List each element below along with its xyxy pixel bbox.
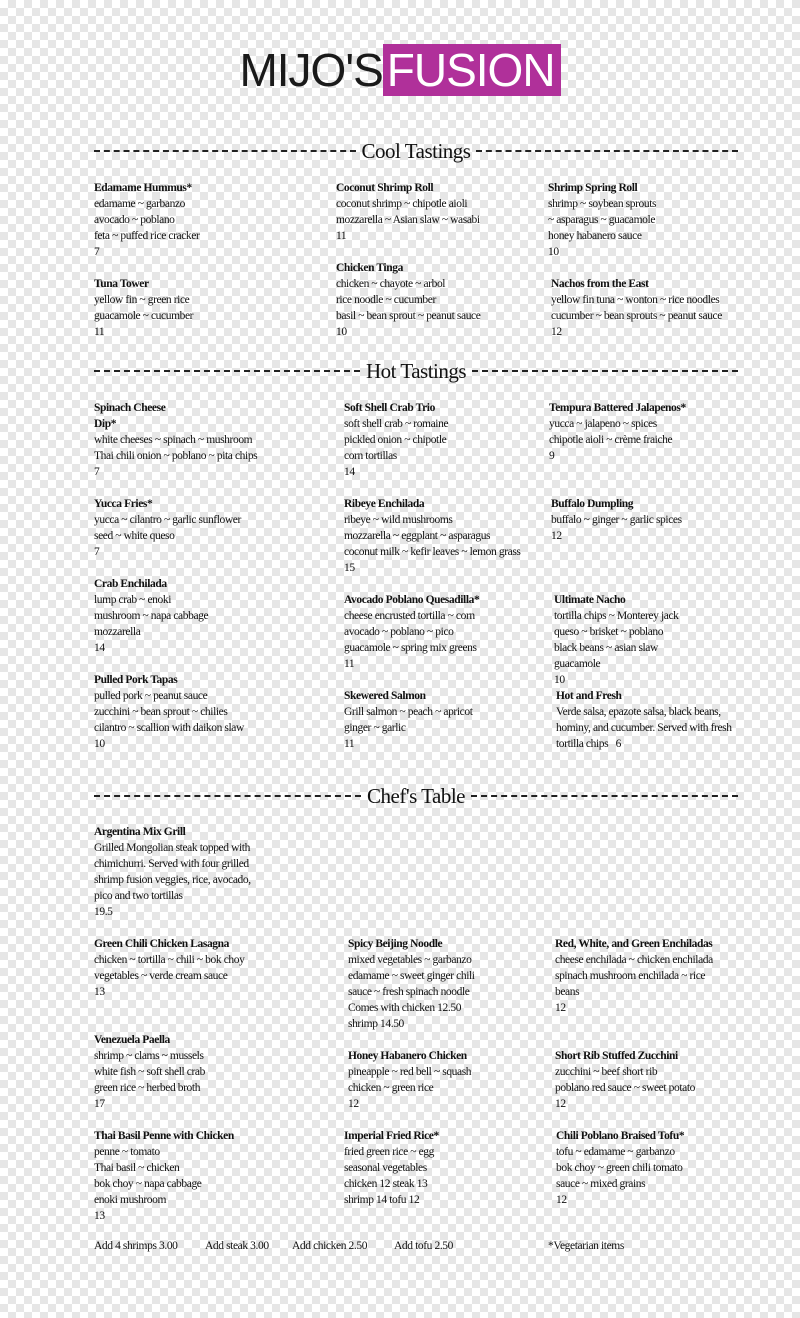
- menu-item: [551, 276, 741, 340]
- menu-item-description: feta ~ puffed rice cracker: [94, 230, 200, 242]
- footer-vegetarian-note: *Vegetarian items: [548, 1240, 624, 1252]
- menu-item-description: beans: [555, 986, 580, 998]
- menu-item-description: basil ~ bean sprout ~ peanut sauce: [336, 310, 481, 322]
- menu-item-description: white fish ~ soft shell crab: [94, 1066, 205, 1078]
- menu-item: [336, 180, 526, 244]
- menu-item-description: vegetables ~ verde cream sauce: [94, 970, 228, 982]
- section-header-chef: [94, 781, 738, 811]
- section-header-hot: [94, 356, 738, 386]
- menu-item-description: spinach mushroom enchilada ~ rice: [555, 970, 706, 982]
- menu-item-price: 10: [336, 326, 347, 338]
- menu-item-description: shrimp 14.50: [348, 1018, 404, 1030]
- menu-item: [556, 1128, 746, 1208]
- menu-item-description: Grilled Mongolian steak topped with chimichurri. Served with four grilled shrimp fusion veggies, rice, avocado, pico and two tortillas: [94, 842, 251, 902]
- menu-item-description: cheese encrusted tortilla ~ corn: [344, 610, 475, 622]
- footer-add-tofu: Add tofu 2.50: [394, 1240, 454, 1252]
- menu-item-price: 11: [94, 326, 105, 338]
- menu-item-description: bok choy ~ green chili tomato: [556, 1162, 683, 1174]
- menu-item-name: Chicken Tinga: [336, 262, 403, 274]
- menu-item-price: 13: [94, 986, 105, 998]
- menu-item-description: mushroom ~ napa cabbage: [94, 610, 209, 622]
- menu-item-name: Coconut Shrimp Roll: [336, 182, 434, 194]
- menu-item-description: black beans ~ asian slaw: [554, 642, 658, 654]
- menu-item-description: zucchini ~ bean sprout ~ chilies: [94, 706, 228, 718]
- menu-item-description: Thai basil ~ chicken: [94, 1162, 180, 1174]
- menu-item-description: ~ asparagus ~ guacamole: [548, 214, 656, 226]
- menu-item-price: 12: [556, 1194, 567, 1206]
- menu-item-description: avocado ~ poblano ~ pico: [344, 626, 454, 638]
- menu-item-price: 15: [344, 562, 355, 574]
- menu-item: [348, 1048, 538, 1112]
- menu-item-description: yellow fin tuna ~ wonton ~ rice noodles: [551, 294, 720, 306]
- menu-item-price: 12: [555, 1098, 566, 1110]
- menu-item-price: 10: [548, 246, 559, 258]
- menu-item: [344, 1128, 534, 1208]
- menu-item: [344, 592, 534, 672]
- menu-item-name: Avocado Poblano Quesadilla*: [344, 594, 480, 606]
- menu-item-description: ribeye ~ wild mushrooms: [344, 514, 453, 526]
- dashed-rule: [94, 150, 356, 152]
- brand-name-part1: MIJO'S: [239, 44, 383, 96]
- menu-item-name: Skewered Salmon: [344, 690, 426, 702]
- dashed-rule: [472, 370, 738, 372]
- section-title: Chef's Table: [367, 783, 465, 808]
- menu-item-name: Venezuela Paella: [94, 1034, 170, 1046]
- menu-item-price: 12: [555, 1002, 566, 1014]
- menu-item-price: 7: [94, 466, 100, 478]
- menu-item-description: yucca ~ jalapeno ~ spices: [549, 418, 657, 430]
- menu-item-name: Honey Habanero Chicken: [348, 1050, 467, 1062]
- menu-item-price: 12: [551, 530, 562, 542]
- menu-item-description: Comes with chicken 12.50: [348, 1002, 462, 1014]
- menu-item-price: 11: [336, 230, 347, 242]
- menu-item: [94, 576, 324, 656]
- menu-item-description: cheese enchilada ~ chicken enchilada: [555, 954, 713, 966]
- menu-item-description: edamame ~ sweet ginger chili: [348, 970, 475, 982]
- menu-item-description: Grill salmon ~ peach ~ apricot: [344, 706, 473, 718]
- menu-item-name: Spicy Beijing Noodle: [348, 938, 443, 950]
- menu-item-description: Thai chili onion ~ poblano ~ pita chips: [94, 450, 258, 462]
- menu-item-name: Tempura Battered Jalapenos*: [549, 402, 686, 414]
- menu-item-price: 10: [94, 738, 105, 750]
- menu-item-description: fried green rice ~ egg: [344, 1146, 435, 1158]
- menu-item-description: coconut milk ~ kefir leaves ~ lemon grass: [344, 546, 521, 558]
- menu-item-description: mixed vegetables ~ garbanzo: [348, 954, 472, 966]
- menu-item-description: white cheeses ~ spinach ~ mushroom: [94, 434, 253, 446]
- menu-item-name: Tuna Tower: [94, 278, 149, 290]
- dashed-rule: [94, 795, 361, 797]
- brand-logo: [0, 44, 800, 96]
- menu-item-name: Imperial Fried Rice*: [344, 1130, 439, 1142]
- menu-item-description: chicken ~ chayote ~ arbol: [336, 278, 446, 290]
- menu-item-description: corn tortillas: [344, 450, 397, 462]
- menu-item: [94, 180, 324, 260]
- menu-item-name: Hot and Fresh: [556, 690, 622, 702]
- section-header-cool: [94, 136, 738, 166]
- menu-item: [551, 496, 741, 544]
- menu-item-description: chipotle aioli ~ crème fraiche: [549, 434, 673, 446]
- menu-item: [94, 672, 324, 752]
- menu-item-price: 11: [344, 738, 355, 750]
- menu-item: [344, 496, 534, 576]
- menu-item-description: chicken ~ tortilla ~ chili ~ bok choy: [94, 954, 245, 966]
- menu-item-price: 14: [344, 466, 355, 478]
- menu-item-description: green rice ~ herbed broth: [94, 1082, 201, 1094]
- menu-item: [348, 936, 538, 1032]
- dashed-rule: [471, 795, 738, 797]
- menu-item-description: edamame ~ garbanzo: [94, 198, 185, 210]
- menu-item-name: Ultimate Nacho: [554, 594, 626, 606]
- menu-item-description: guacamole ~ cucumber: [94, 310, 194, 322]
- menu-item-description: seed ~ white queso: [94, 530, 175, 542]
- menu-item: [344, 688, 534, 752]
- menu-item-description: sauce ~ fresh spinach noodle: [348, 986, 470, 998]
- menu-item-name: Red, White, and Green Enchiladas: [555, 938, 713, 950]
- menu-item-description: enoki mushroom: [94, 1194, 167, 1206]
- menu-item: [94, 824, 264, 920]
- menu-item-description: penne ~ tomato: [94, 1146, 160, 1158]
- section-title: Hot Tastings: [365, 358, 467, 383]
- menu-item-description: tofu ~ edamame ~ garbanzo: [556, 1146, 675, 1158]
- menu-item-name: Pulled Pork Tapas: [94, 674, 178, 686]
- menu-item-name: Yucca Fries*: [94, 498, 153, 510]
- menu-item-description: zucchini ~ beef short rib: [555, 1066, 658, 1078]
- menu-item: [94, 1032, 324, 1112]
- footer-add-steak: Add steak 3.00: [205, 1240, 269, 1252]
- menu-item-price: 17: [94, 1098, 105, 1110]
- menu-item-name: Short Rib Stuffed Zucchini: [555, 1050, 678, 1062]
- menu-item: [94, 276, 324, 340]
- menu-item-description: Verde salsa, epazote salsa, black beans, hominy, and cucumber. Served with fresh tortilla chips 6: [556, 706, 732, 750]
- menu-item: [94, 400, 258, 480]
- menu-item-description: mozzarella ~ eggplant ~ asparagus: [344, 530, 491, 542]
- menu-item-description: pulled pork ~ peanut sauce: [94, 690, 208, 702]
- menu-item-description: pineapple ~ red bell ~ squash: [348, 1066, 472, 1078]
- footer-add-shrimps: Add 4 shrimps 3.00: [94, 1240, 178, 1252]
- menu-item: [555, 1048, 745, 1112]
- brand-name-part2: FUSION: [383, 44, 561, 96]
- menu-item-price: 12: [551, 326, 562, 338]
- menu-item-description: shrimp ~ soybean sprouts: [548, 198, 657, 210]
- menu-item: [555, 936, 740, 1016]
- dashed-rule: [94, 370, 360, 372]
- menu-item: [94, 1128, 324, 1224]
- menu-item-description: cucumber ~ bean sprouts ~ peanut sauce: [551, 310, 722, 322]
- menu-item-description: poblano red sauce ~ sweet potato: [555, 1082, 695, 1094]
- menu-item-description: yellow fin ~ green rice: [94, 294, 190, 306]
- menu-item-description: mozzarella: [94, 626, 141, 638]
- menu-item-description: guacamole ~ spring mix greens: [344, 642, 477, 654]
- menu-item-description: pickled onion ~ chipotle: [344, 434, 447, 446]
- menu-item: [344, 400, 534, 480]
- menu-item-name: Argentina Mix Grill: [94, 826, 186, 838]
- menu-item-price: 6: [608, 738, 621, 750]
- menu-item-name: Chili Poblano Braised Tofu*: [556, 1130, 685, 1142]
- menu-item-description: shrimp 14 tofu 12: [344, 1194, 420, 1206]
- menu-item-description: soft shell crab ~ romaine: [344, 418, 449, 430]
- menu-item-name: Spinach Cheese Dip*: [94, 402, 166, 430]
- menu-item-description: lump crab ~ enoki: [94, 594, 172, 606]
- menu-item-name: Nachos from the East: [551, 278, 649, 290]
- menu-item-description: yucca ~ cilantro ~ garlic sunflower: [94, 514, 241, 526]
- menu-item-name: Edamame Hummus*: [94, 182, 192, 194]
- menu-item-description: guacamole: [554, 658, 601, 670]
- menu-item: [554, 592, 744, 688]
- menu-item-price: 7: [94, 246, 100, 258]
- section-title: Cool Tastings: [361, 138, 471, 163]
- menu-item-price: 12: [348, 1098, 359, 1110]
- menu-item-description: rice noodle ~ cucumber: [336, 294, 436, 306]
- menu-item-name: Thai Basil Penne with Chicken: [94, 1130, 234, 1142]
- menu-item-price: 13: [94, 1210, 105, 1222]
- menu-item-description: queso ~ brisket ~ poblano: [554, 626, 664, 638]
- menu-item-description: cilantro ~ scallion with daikon slaw: [94, 722, 244, 734]
- menu-item: [548, 180, 738, 260]
- menu-item-name: Soft Shell Crab Trio: [344, 402, 435, 414]
- menu-item-price: 11: [344, 658, 355, 670]
- menu-item-price: 19.5: [94, 906, 113, 918]
- menu-item-name: Ribeye Enchilada: [344, 498, 425, 510]
- menu-item-price: 9: [549, 450, 555, 462]
- menu-item-description: buffalo ~ ginger ~ garlic spices: [551, 514, 682, 526]
- menu-item-description: tortilla chips ~ Monterey jack: [554, 610, 679, 622]
- menu-item-description: chicken ~ green rice: [348, 1082, 434, 1094]
- menu-item-name: Shrimp Spring Roll: [548, 182, 638, 194]
- menu-item: [556, 688, 741, 752]
- footer-add-chicken: Add chicken 2.50: [292, 1240, 368, 1252]
- menu-item-description: chicken 12 steak 13: [344, 1178, 428, 1190]
- menu-item-description: bok choy ~ napa cabbage: [94, 1178, 202, 1190]
- menu-item-price: 14: [94, 642, 105, 654]
- dashed-rule: [476, 150, 738, 152]
- menu-item-name: Green Chili Chicken Lasagna: [94, 938, 229, 950]
- menu-item-name: Buffalo Dumpling: [551, 498, 634, 510]
- menu-item-description: avocado ~ poblano: [94, 214, 175, 226]
- menu-item-description: shrimp ~ clams ~ mussels: [94, 1050, 204, 1062]
- menu-item-price: 7: [94, 546, 100, 558]
- menu-item-description: mozzarella ~ Asian slaw ~ wasabi: [336, 214, 480, 226]
- menu-item-description: coconut shrimp ~ chipotle aioli: [336, 198, 468, 210]
- menu-item-description: ginger ~ garlic: [344, 722, 406, 734]
- menu-item-description: sauce ~ mixed grains: [556, 1178, 646, 1190]
- menu-item-price: 10: [554, 674, 565, 686]
- menu-item-description: honey habanero sauce: [548, 230, 642, 242]
- menu-item: [549, 400, 739, 464]
- menu-item-name: Crab Enchilada: [94, 578, 167, 590]
- menu-item: [94, 496, 324, 560]
- menu-item: [94, 936, 324, 1000]
- menu-item-description: seasonal vegetables: [344, 1162, 427, 1174]
- menu-item: [336, 260, 526, 340]
